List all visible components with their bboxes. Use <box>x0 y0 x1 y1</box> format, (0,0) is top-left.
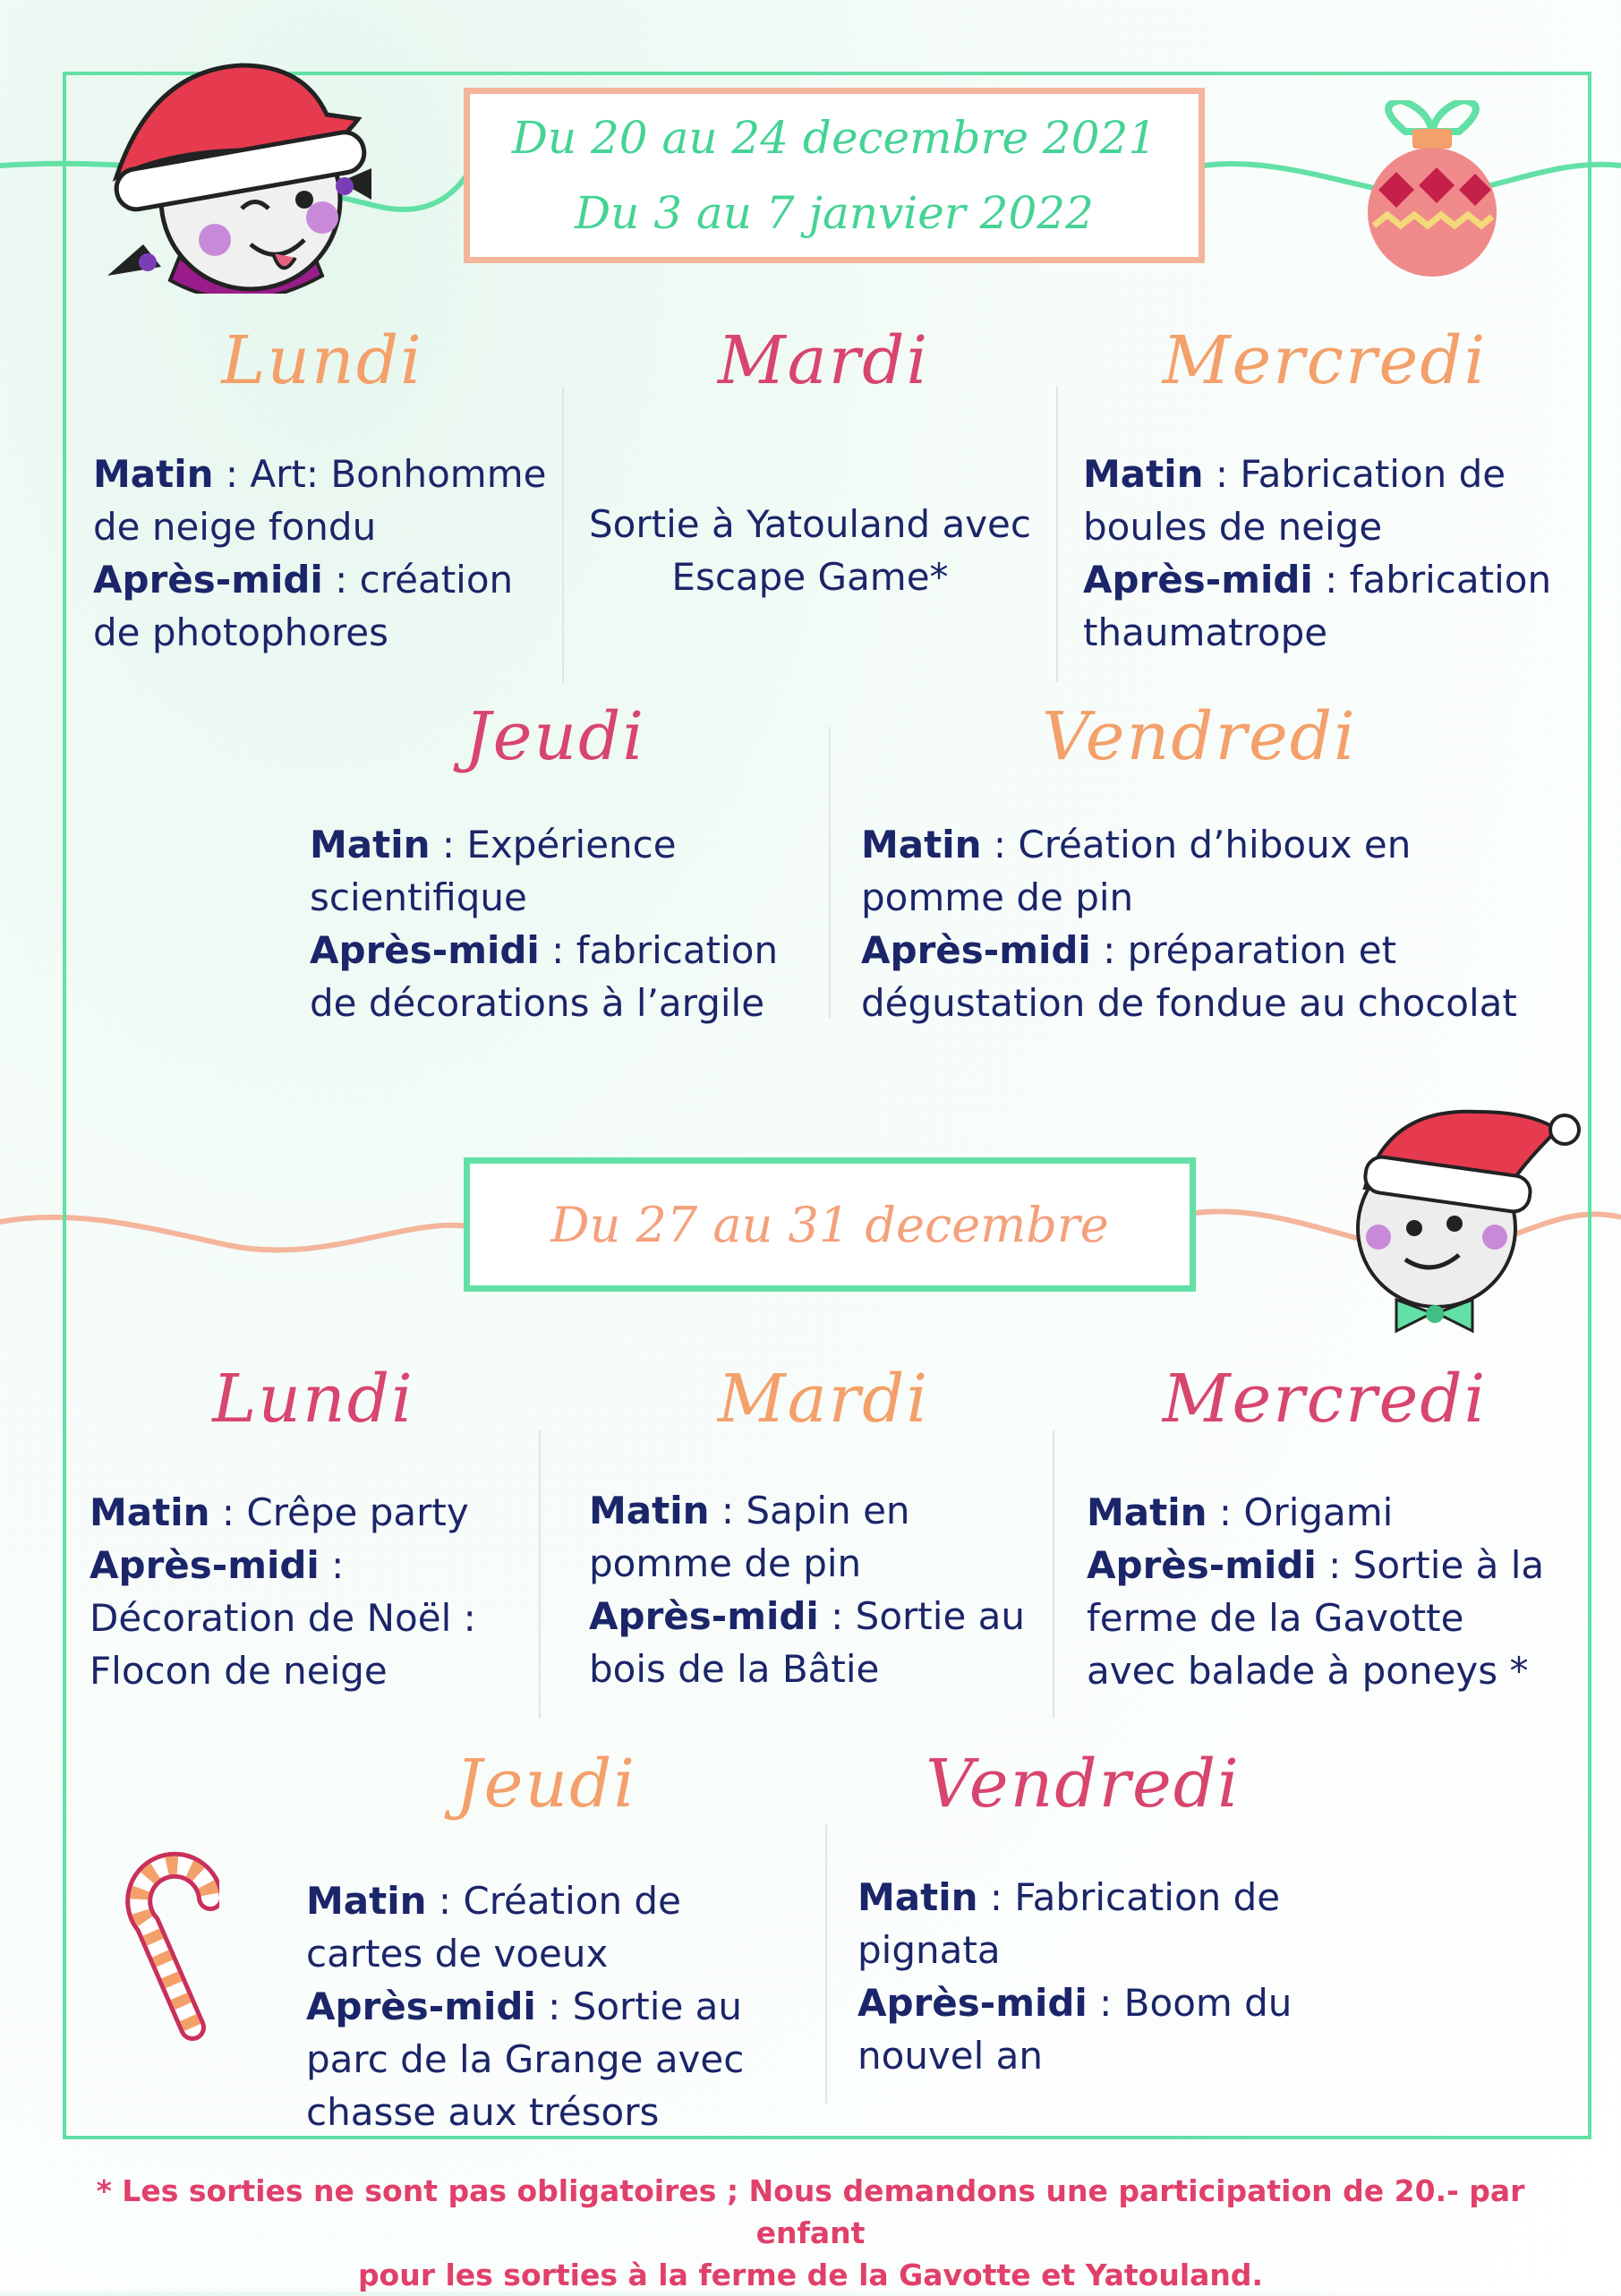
footnote-line-2: pour les sorties à la ferme de la Gavotte et Yatouland. <box>357 2258 1264 2292</box>
matin-text-cont: pomme de pin <box>861 875 1134 919</box>
period2-date-box <box>464 1157 1196 1292</box>
apres-text: : création <box>322 558 514 602</box>
matin-label: Matin <box>1087 1490 1207 1534</box>
apres-label: Après-midi <box>306 1984 536 2028</box>
p1-mardi-activities <box>573 498 1047 603</box>
matin-text-cont: pignata <box>857 1928 1001 1972</box>
matin-label: Matin <box>857 1875 978 1919</box>
p2-lundi-activities <box>90 1486 476 1697</box>
matin-text: : Fabrication de <box>1203 452 1506 496</box>
matin-label: Matin <box>90 1490 210 1534</box>
apres-text: : Sortie à la <box>1316 1543 1545 1587</box>
apres-text-cont-2: avec balade à poneys * <box>1087 1649 1529 1693</box>
apres-label: Après-midi <box>1083 558 1313 602</box>
p1-lundi-activities <box>93 448 546 659</box>
matin-text: : Sapin en <box>709 1489 910 1532</box>
matin-label: Matin <box>861 823 982 866</box>
matin-text: : Origami <box>1207 1490 1394 1534</box>
matin-label: Matin <box>306 1879 427 1923</box>
matin-text-cont: cartes de voeux <box>306 1932 609 1976</box>
apres-label: Après-midi <box>589 1594 819 1638</box>
p1-mercredi-activities <box>1083 448 1551 659</box>
apres-label: Après-midi <box>861 928 1091 972</box>
period1-date-line-2: Du 3 au 7 janvier 2022 <box>575 187 1094 239</box>
p1-jeudi-title: Jeudi <box>464 698 646 775</box>
p2-mardi-activities <box>589 1484 1025 1695</box>
p2-vendredi-title: Vendredi <box>926 1745 1241 1822</box>
matin-label: Matin <box>93 452 214 496</box>
p1-divider-2 <box>1056 387 1058 682</box>
p1-lundi-title: Lundi <box>221 322 423 399</box>
mardi-line-1: Sortie à Yatouland avec <box>589 502 1031 546</box>
matin-text: : Expérience <box>430 823 677 866</box>
apres-text-cont-1: parc de la Grange avec <box>306 2037 745 2081</box>
mardi-line-2: Escape Game* <box>671 555 949 599</box>
matin-text-cont: de neige fondu <box>93 505 377 549</box>
period1-date-box <box>464 88 1205 263</box>
apres-text-cont: de photophores <box>93 610 389 654</box>
matin-label: Matin <box>589 1489 710 1532</box>
p2-mercredi-activities <box>1087 1486 1544 1697</box>
apres-label: Après-midi <box>1087 1543 1317 1587</box>
apres-text-cont: bois de la Bâtie <box>589 1647 880 1691</box>
p1-mercredi-title: Mercredi <box>1162 322 1488 399</box>
period2-date-line-1: Du 27 au 31 decembre <box>550 1196 1109 1253</box>
p2-jeudi-activities <box>306 1874 744 2138</box>
apres-text: : <box>319 1543 345 1587</box>
p1-divider-1 <box>562 387 564 682</box>
p2-lundi-title: Lundi <box>212 1361 414 1438</box>
apres-text: : Sortie au <box>818 1594 1025 1638</box>
matin-text: : Création d’hiboux en <box>981 823 1412 866</box>
p1-jeudi-activities <box>310 818 778 1029</box>
apres-text-cont: de décorations à l’argile <box>310 981 765 1025</box>
p2-jeudi-title: Jeudi <box>455 1745 637 1822</box>
candy-cane-icon <box>85 1844 219 2041</box>
apres-label: Après-midi <box>310 928 540 972</box>
matin-text: : Fabrication de <box>977 1875 1281 1919</box>
apres-text-cont-1: Décoration de Noël : <box>90 1596 476 1640</box>
p2-vendredi-activities <box>857 1871 1292 2082</box>
apres-text: : Sortie au <box>535 1984 742 2028</box>
santa-snowball-boy-icon <box>1343 1103 1584 1336</box>
p1-divider-3 <box>829 727 831 1019</box>
matin-label: Matin <box>310 823 431 866</box>
period1-date-line-1: Du 20 au 24 decembre 2021 <box>511 112 1157 164</box>
matin-text-cont: pomme de pin <box>589 1541 862 1585</box>
p2-divider-1 <box>539 1430 541 1719</box>
apres-text-cont: thaumatrope <box>1083 610 1328 654</box>
apres-text-cont: dégustation de fondue au chocolat <box>861 981 1517 1025</box>
p1-vendredi-title: Vendredi <box>1042 698 1357 775</box>
p1-vendredi-activities <box>861 818 1517 1029</box>
footnote <box>54 2170 1567 2296</box>
christmas-ornament-icon <box>1361 100 1504 284</box>
apres-text: : fabrication <box>539 928 779 972</box>
matin-text: : Art: Bonhomme <box>213 452 547 496</box>
p2-divider-3 <box>825 1824 827 2104</box>
matin-text: : Création de <box>426 1879 681 1923</box>
santa-snowball-girl-icon <box>98 52 376 294</box>
apres-text-cont: nouvel an <box>857 2034 1044 2078</box>
apres-label: Après-midi <box>93 558 323 602</box>
apres-text: : fabrication <box>1312 558 1552 602</box>
matin-text-cont: boules de neige <box>1083 505 1383 549</box>
p2-mardi-title: Mardi <box>717 1361 930 1438</box>
apres-text-cont-2: chasse aux trésors <box>306 2090 660 2134</box>
matin-text-cont: scientifique <box>310 875 527 919</box>
p2-mercredi-title: Mercredi <box>1162 1361 1488 1438</box>
matin-text: : Crêpe party <box>209 1490 469 1534</box>
p2-divider-2 <box>1053 1430 1054 1719</box>
apres-label: Après-midi <box>90 1543 320 1587</box>
apres-label: Après-midi <box>857 1981 1088 2025</box>
apres-text: : Boom du <box>1087 1981 1293 2025</box>
matin-label: Matin <box>1083 452 1204 496</box>
apres-text: : préparation et <box>1090 928 1397 972</box>
p1-mardi-title: Mardi <box>717 322 930 399</box>
footnote-line-1: * Les sorties ne sont pas obligatoires ; Nous demandons une participation de 20.- par enfant <box>96 2173 1525 2250</box>
apres-text-cont-1: ferme de la Gavotte <box>1087 1596 1464 1640</box>
apres-text-cont-2: Flocon de neige <box>90 1649 388 1693</box>
